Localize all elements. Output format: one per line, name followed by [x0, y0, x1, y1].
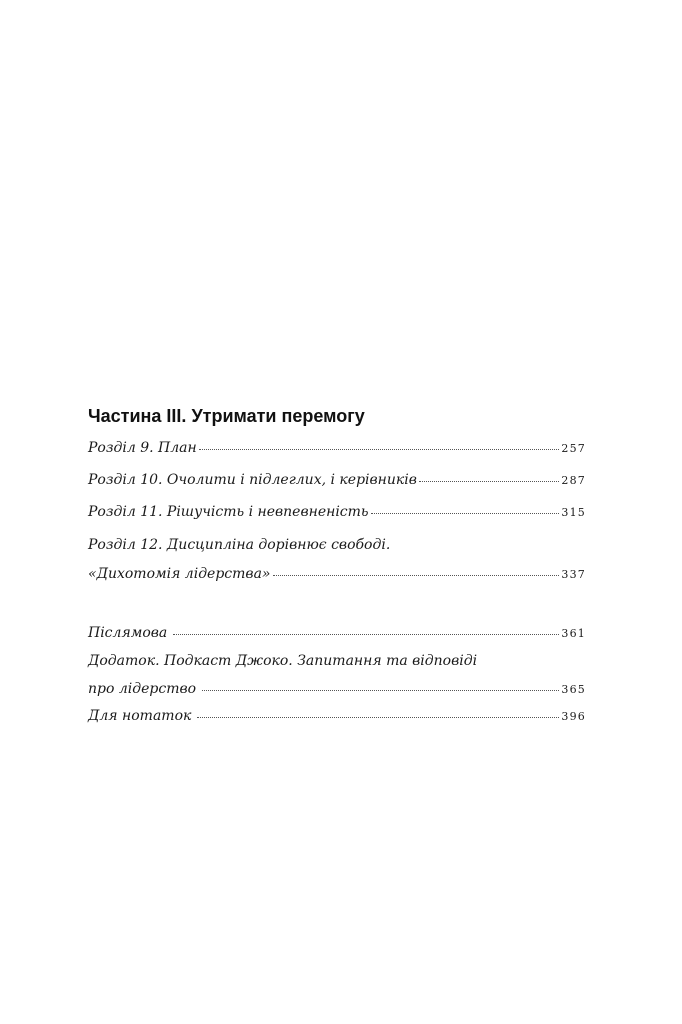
toc-entry-page-number: 361: [561, 627, 586, 640]
dot-leader: [419, 481, 560, 482]
toc-entry-page-number: 257: [561, 442, 586, 455]
toc-entry-chapter-12-line1[interactable]: Розділ 12. Дисципліна дорівнює свободі.: [88, 537, 391, 553]
toc-entry-page-number: 287: [561, 474, 586, 487]
toc-entry-title: Післямова: [88, 625, 168, 641]
toc-entry-title: Розділ 9. План: [88, 440, 197, 456]
toc-entry-afterword[interactable]: [88, 621, 586, 645]
toc-entry-chapter-11[interactable]: [88, 500, 586, 524]
toc-entry-notes[interactable]: [88, 704, 586, 728]
dot-leader: [202, 690, 559, 691]
part-heading: Частина III. Утримати перемогу: [88, 406, 365, 426]
toc-entry-page-number: 337: [561, 568, 586, 581]
dot-leader: [197, 717, 559, 718]
toc-entry-title: Розділ 11. Рішучість і невпевненість: [88, 504, 369, 520]
toc-entry-title: Для нотаток: [88, 708, 192, 724]
toc-entry-title: «Дихотомія лідерства»: [88, 566, 271, 582]
toc-entry-chapter-9[interactable]: [88, 436, 586, 460]
dot-leader: [273, 575, 560, 576]
toc-entry-title: про лідерство: [88, 681, 197, 697]
toc-entry-chapter-10[interactable]: [88, 468, 586, 492]
toc-entry-page-number: 365: [561, 683, 586, 696]
toc-entry-title: Розділ 10. Очолити і підлеглих, і керівників: [88, 472, 417, 488]
toc-entry-page-number: 396: [561, 710, 586, 723]
dot-leader: [371, 513, 560, 514]
toc-entry-page-number: 315: [561, 506, 586, 519]
dot-leader: [199, 449, 560, 450]
toc-entry-appendix-line1[interactable]: Додаток. Подкаст Джоко. Запитання та відповіді: [88, 653, 478, 669]
toc-entry-chapter-12[interactable]: [88, 562, 586, 586]
toc-entry-appendix[interactable]: [88, 677, 586, 701]
dot-leader: [173, 634, 559, 635]
